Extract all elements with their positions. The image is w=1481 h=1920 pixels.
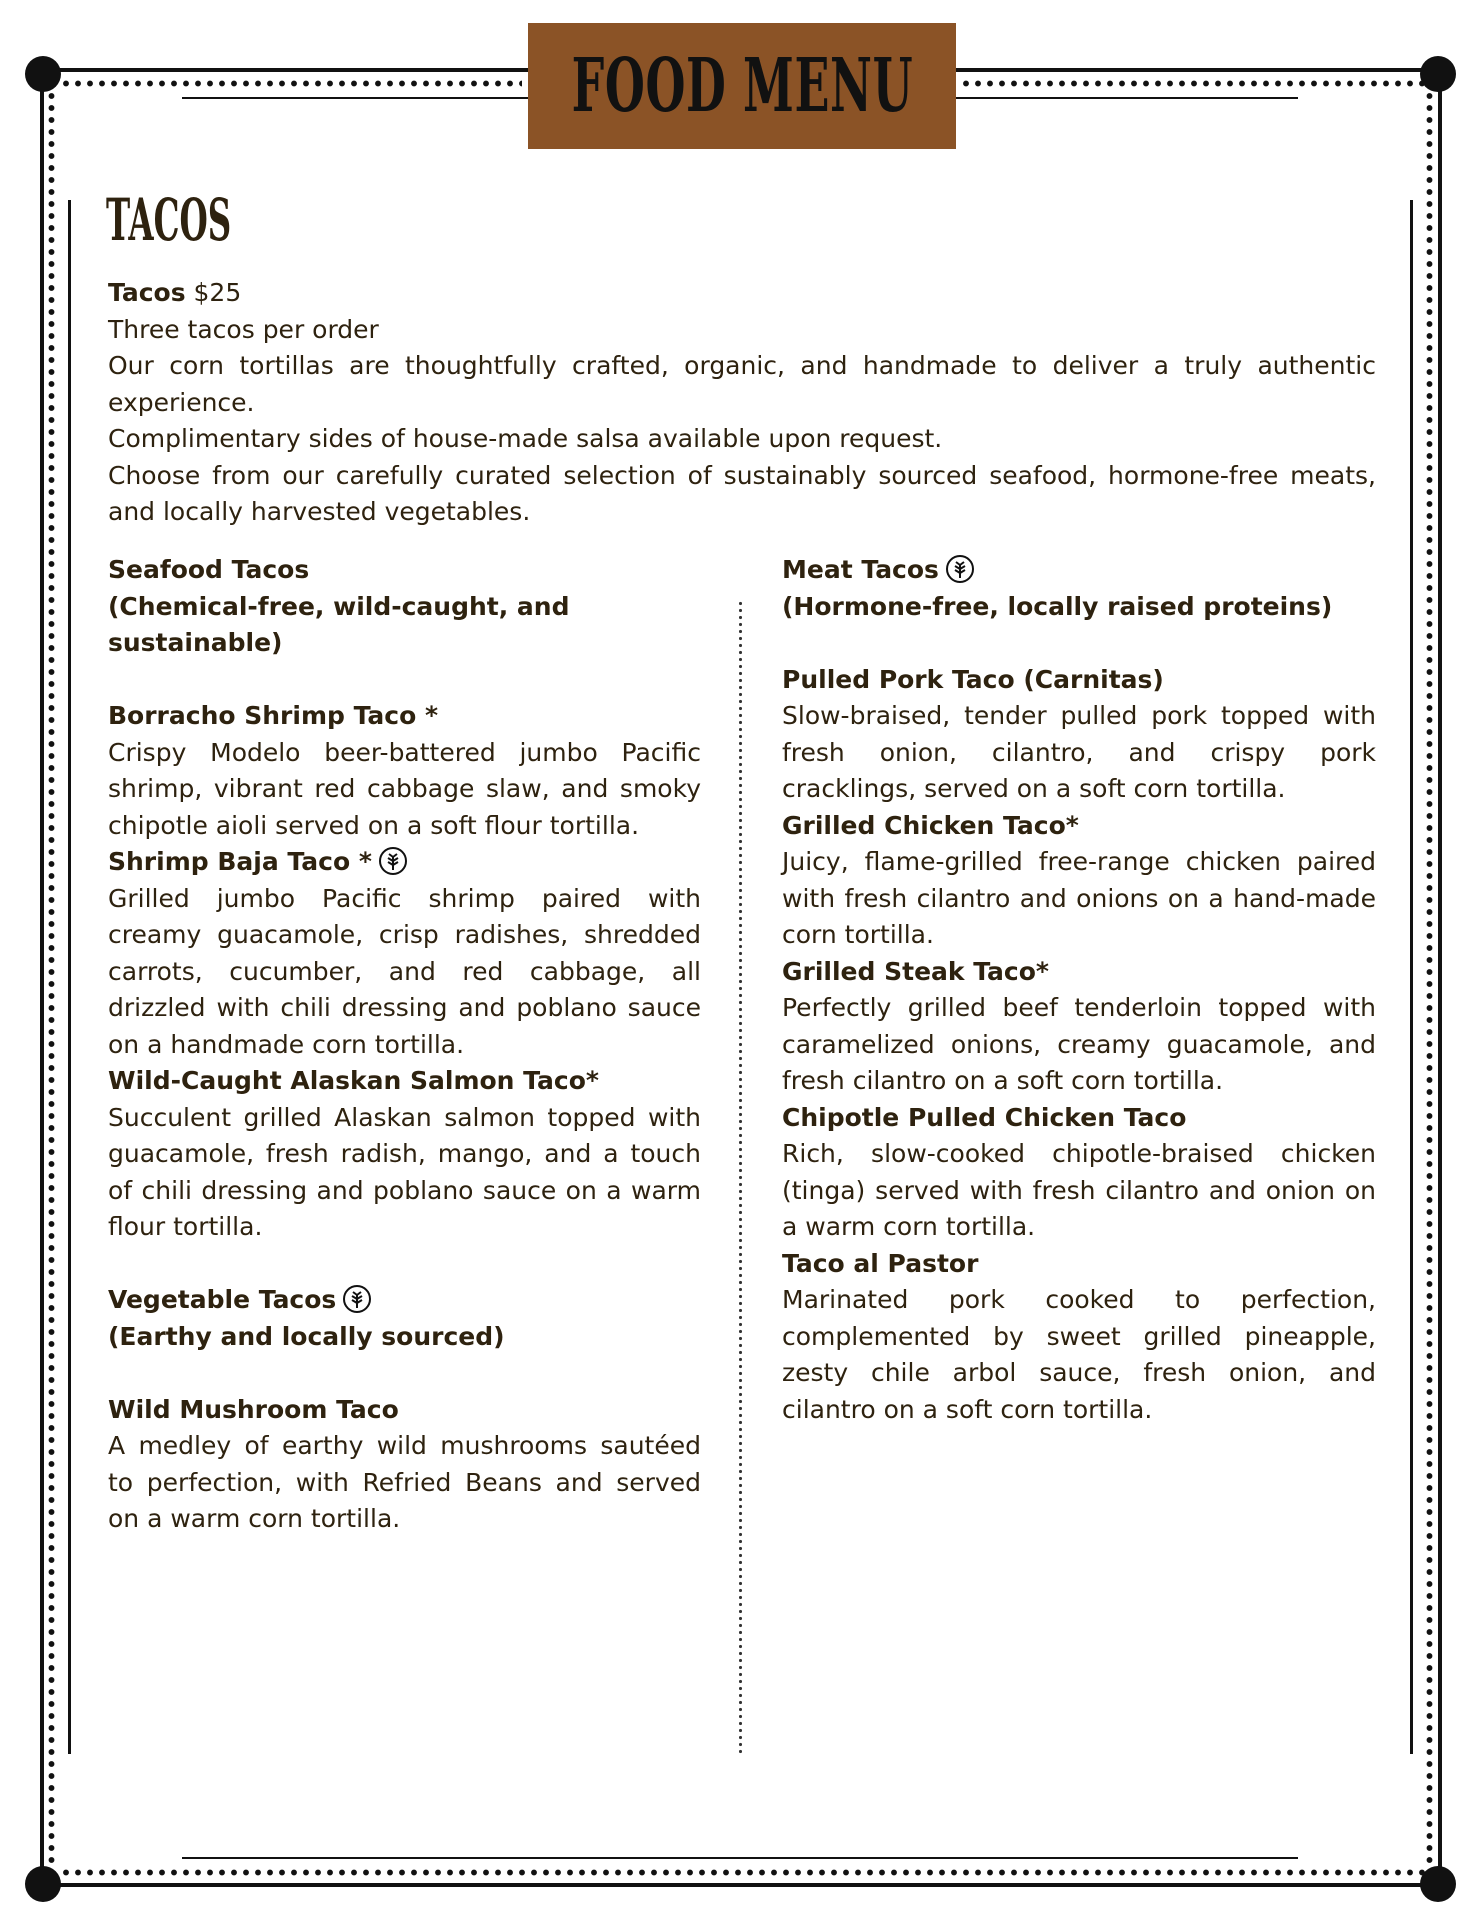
frame-right-dots: [1426, 90, 1433, 1866]
vegetable-category-subtitle: (Earthy and locally sourced): [108, 1321, 505, 1351]
seafood-category-subtitle: (Chemical-free, wild-caught, and sustainable): [108, 591, 570, 657]
corner-dot-top-left: [25, 56, 61, 92]
menu-title-banner: [528, 23, 956, 149]
wheat-icon: [342, 1284, 372, 1314]
frame-right-outer: [1438, 72, 1442, 1885]
corner-dot-bottom-right: [1420, 1866, 1456, 1902]
frame-right-inner: [1410, 200, 1413, 1754]
frame-bottom-inner: [182, 1857, 1298, 1859]
wheat-icon: [378, 846, 408, 876]
menu-item-header: [108, 844, 701, 881]
frame-bottom-dots: [60, 1869, 1426, 1876]
intro-line: Choose from our carefully curated selection of sustainably sourced seafood, hormone-free meats, and locally harvested vegetables.: [108, 460, 1376, 526]
corner-dot-top-right: [1420, 56, 1456, 92]
section-title: TACOS: [106, 186, 232, 254]
menu-item-name: Chipotle Pulled Chicken Taco: [782, 1102, 1187, 1132]
menu-item-description: Perfectly grilled beef tenderloin topped with caramelized onions, creamy guacamole, and fresh cilantro on a soft corn tortilla.: [782, 993, 1376, 1095]
price-value: $25: [193, 278, 242, 307]
frame-bottom-outer: [42, 1883, 1440, 1887]
menu-item-description: Grilled jumbo Pacific shrimp paired with creamy guacamole, crisp radishes, shredded carrots, cucumber, and red cabbage, all drizzled with chili dressing and poblano sauce on a handmade corn tortilla.: [108, 883, 701, 1059]
frame-top-inner-left: [182, 97, 528, 99]
frame-top-outer-left: [42, 68, 528, 72]
menu-item-description: Marinated pork cooked to perfection, complemented by sweet grilled pineapple, zesty chile arbol sauce, fresh onion, and cilantro on a soft corn tortilla.: [782, 1285, 1376, 1424]
wheat-icon: [945, 554, 975, 584]
menu-item-name: Wild-Caught Alaskan Salmon Taco*: [108, 1066, 599, 1095]
menu-item-description: Rich, slow-cooked chipotle-braised chicken (tinga) served with fresh cilantro and onion on a warm corn tortilla.: [782, 1139, 1376, 1241]
menu-item-name: Taco al Pastor: [782, 1248, 979, 1278]
menu-item-name: Grilled Chicken Taco*: [782, 810, 1079, 840]
intro-block: [108, 275, 1376, 531]
frame-top-dots-right: [960, 80, 1426, 87]
corner-dot-bottom-left: [25, 1866, 61, 1902]
intro-line: Our corn tortillas are thoughtfully crafted, organic, and handmade to deliver a truly authentic experience.: [108, 351, 1376, 417]
menu-item-name: Wild Mushroom Taco: [108, 1394, 399, 1424]
meat-category-header: [782, 552, 1376, 589]
right-column: [782, 552, 1376, 1428]
menu-title: FOOD MENU: [571, 43, 913, 129]
menu-item-name: Grilled Steak Taco*: [782, 956, 1049, 986]
frame-left-outer: [40, 72, 44, 1885]
frame-top-dots-left: [60, 80, 522, 87]
meat-category-title: Meat Tacos: [782, 555, 939, 584]
menu-item-description: Crispy Modelo beer-battered jumbo Pacific shrimp, vibrant red cabbage slaw, and smoky chipotle aioli served on a soft flour tortilla.: [108, 737, 701, 840]
price-label: Tacos: [108, 278, 186, 307]
menu-item-description: Juicy, flame-grilled free-range chicken paired with fresh cilantro and onions on a hand-made corn tortilla.: [782, 847, 1376, 949]
menu-item-description: A medley of earthy wild mushrooms sautéed to perfection, with Refried Beans and served on a warm corn tortilla.: [108, 1431, 701, 1533]
menu-item-name: Pulled Pork Taco (Carnitas): [782, 664, 1164, 694]
menu-item-name: Borracho Shrimp Taco *: [108, 701, 439, 730]
frame-top-outer-right: [956, 68, 1440, 72]
intro-line: Complimentary sides of house-made salsa available upon request.: [108, 424, 943, 453]
seafood-category-title: Seafood Tacos: [108, 555, 310, 584]
frame-left-dots: [48, 90, 55, 1866]
column-divider: [739, 600, 742, 1756]
vegetable-category-header: [108, 1282, 701, 1319]
frame-top-inner-right: [956, 97, 1298, 99]
menu-item-name: Shrimp Baja Taco *: [108, 847, 372, 876]
left-column: [108, 552, 701, 1538]
vegetable-category-title: Vegetable Tacos: [108, 1285, 337, 1314]
intro-line: Three tacos per order: [108, 314, 379, 344]
meat-category-subtitle: (Hormone-free, locally raised proteins): [782, 591, 1333, 621]
menu-item-description: Succulent grilled Alaskan salmon topped with guacamole, fresh radish, mango, and a touch of chili dressing and poblano sauce on a warm flour tortilla.: [108, 1102, 701, 1241]
price-line: [108, 275, 1376, 312]
frame-left-inner: [68, 200, 71, 1754]
menu-item-description: Slow-braised, tender pulled pork topped with fresh onion, cilantro, and crispy pork cracklings, served on a soft corn tortilla.: [782, 701, 1376, 803]
